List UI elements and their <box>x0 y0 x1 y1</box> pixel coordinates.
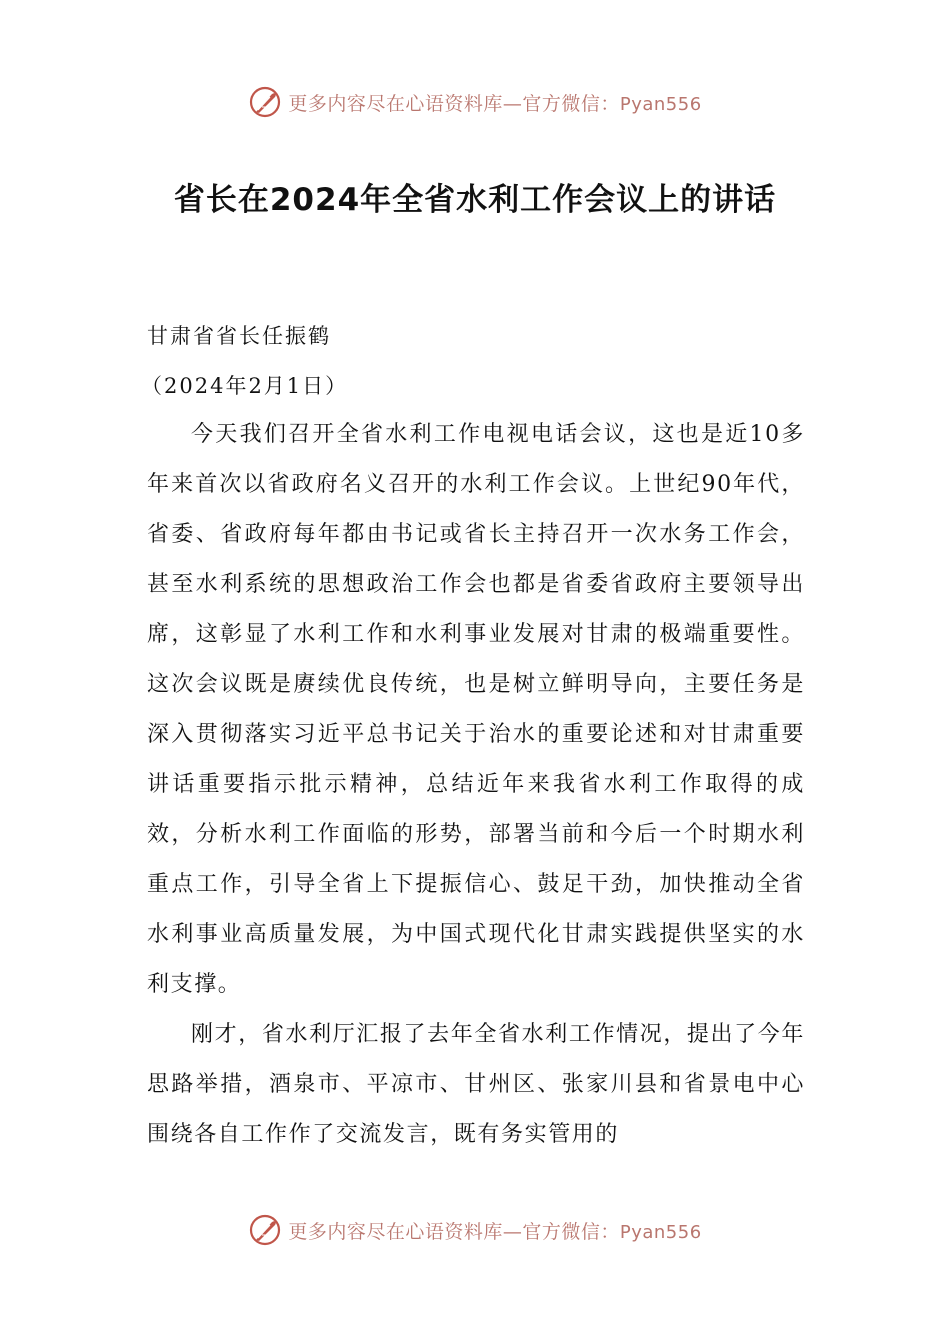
author-line: 甘肃省省长任振鹤 <box>147 324 331 348</box>
paragraph: 刚才，省水利厅汇报了去年全省水利工作情况，提出了今年思路举措，酒泉市、平凉市、甘州区、张家川县和省景电中心围绕各自工作作了交流发言，既有务实管用的 <box>147 1022 805 1147</box>
paragraph: 今天我们召开全省水利工作电视电话会议，这也是近10多年来首次以省政府名义召开的水利工作会议。上世纪90年代，省委、省政府每年都由书记或省长主持召开一次水务工作会，甚至水利系统的思想政治工作会也都是省委省政府主要领导出席，这彰显了水利工作和水利事业发展对甘肃的极端重要性。这次会议既是赓续优良传统，也是树立鲜明导向，主要任务是深入贯彻落实习近平总书记关于治水的重要论述和对甘肃重要讲话重要指示批示精神，总结近年来我省水利工作取得的成效，分析水利工作面临的形势，部署当前和今后一个时期水利重点工作，引导全省上下提振信心、鼓足干劲，加快推动全省水利事业高质量发展，为中国式现代化甘肃实践提供坚实的水利支撑。 <box>147 422 805 997</box>
watermark-banner-top <box>0 82 950 122</box>
watermark-text: 更多内容尽在心语资料库—官方微信：Pyan556 <box>288 92 702 115</box>
document-body <box>147 410 805 1160</box>
date-line: （2024年2月1日） <box>141 374 349 398</box>
wechat-id: Pyan556 <box>619 93 702 115</box>
document-title: 省长在2024年全省水利工作会议上的讲话 <box>173 182 777 218</box>
watermark-text: 更多内容尽在心语资料库—官方微信：Pyan556 <box>288 1220 702 1243</box>
watermark-banner-bottom <box>0 1210 950 1250</box>
wechat-id: Pyan556 <box>619 1221 702 1243</box>
feather-pen-logo-icon <box>248 85 282 119</box>
feather-pen-logo-icon <box>248 1213 282 1247</box>
